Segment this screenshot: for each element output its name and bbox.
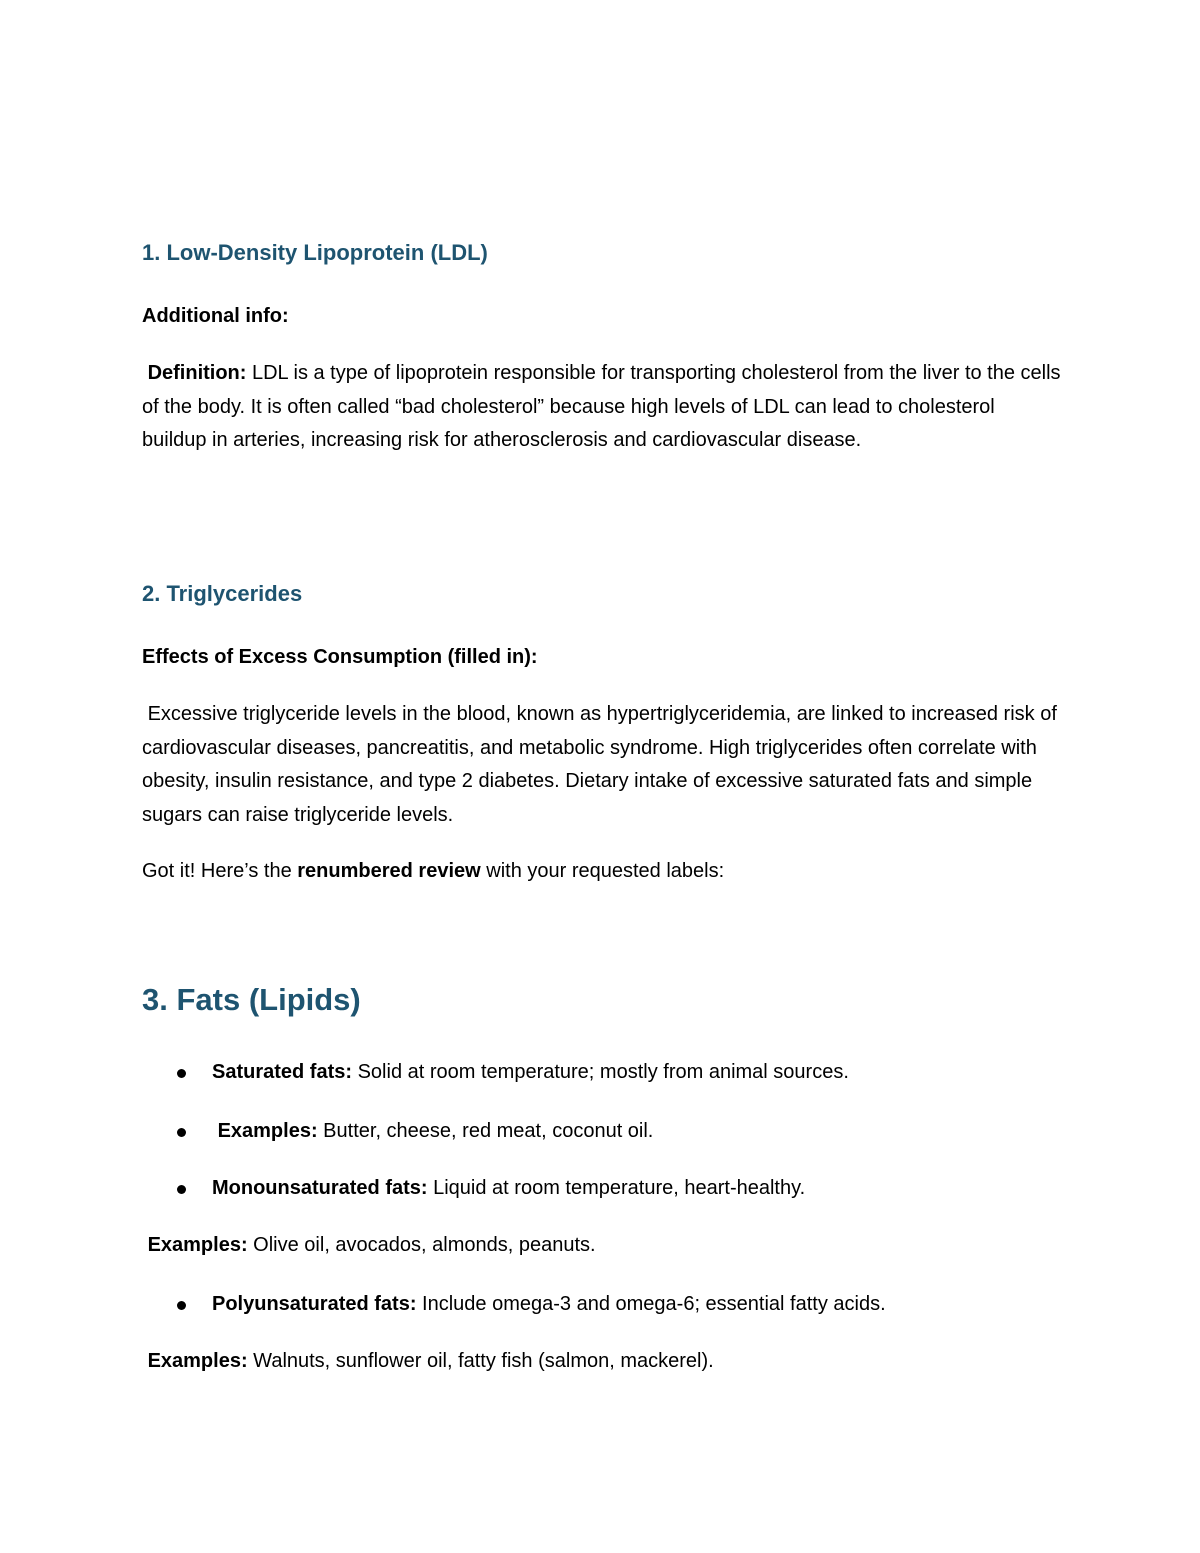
item-text: Walnuts, sunflower oil, fatty fish (salmon, mackerel). <box>247 1350 714 1372</box>
item-text: Include omega-3 and omega-6; essential fatty acids. <box>416 1293 886 1315</box>
item-text: Olive oil, avocados, almonds, peanuts. <box>247 1234 596 1256</box>
review-note-start: Got it! Here’s the <box>142 860 298 882</box>
definition-label: Definition: <box>147 362 247 384</box>
item-label: Examples: <box>147 1234 248 1256</box>
item-label: Monounsaturated fats: <box>212 1177 428 1199</box>
polyunsaturated-examples <box>142 1350 714 1373</box>
triglycerides-paragraph <box>142 698 1062 832</box>
review-note <box>142 860 724 883</box>
bullet-icon <box>177 1069 186 1078</box>
review-note-end: with your requested labels: <box>480 860 725 882</box>
bullet-icon <box>177 1185 186 1194</box>
bullet-icon <box>177 1128 186 1137</box>
item-label: Examples: <box>217 1120 318 1142</box>
list-item-saturated-examples <box>212 1120 653 1143</box>
list-item-saturated <box>212 1061 849 1084</box>
item-label: Polyunsaturated fats: <box>212 1293 417 1315</box>
review-note-bold: renumbered review <box>297 860 481 882</box>
monounsaturated-examples <box>142 1234 596 1257</box>
list-item-polyunsaturated <box>212 1293 886 1316</box>
section-heading-fats: 3. Fats (Lipids) <box>142 982 361 1017</box>
item-label: Examples: <box>147 1350 248 1372</box>
triglycerides-text: Excessive triglyceride levels in the blood, known as hypertriglyceridemia, are linked to increased risk of cardiovascular diseases, pancreatitis, and metabolic syndrome. High triglycerides often correlate with obesity, insulin resistance, and type 2 diabetes. Dietary intake of excessive saturated fats and simple sugars can raise triglyceride levels. <box>142 703 1057 826</box>
ldl-definition-paragraph <box>142 357 1062 458</box>
list-item-monounsaturated <box>212 1177 805 1200</box>
section-heading-triglycerides: 2. Triglycerides <box>142 581 303 606</box>
item-text: Butter, cheese, red meat, coconut oil. <box>317 1120 654 1142</box>
definition-text: LDL is a type of lipoprotein responsible for transporting cholesterol from the liver to the cells of the body. It is often called “bad cholesterol” because high levels of LDL can lead to cholesterol buildup in arteries, increasing risk for atherosclerosis and cardiovascular disease. <box>142 362 1061 451</box>
additional-info-label: Additional info: <box>142 305 289 327</box>
bullet-icon <box>177 1301 186 1310</box>
item-text: Solid at room temperature; mostly from animal sources. <box>352 1061 849 1083</box>
item-label: Saturated fats: <box>212 1061 353 1083</box>
item-text: Liquid at room temperature, heart-healthy. <box>427 1177 806 1199</box>
section-heading-ldl: 1. Low-Density Lipoprotein (LDL) <box>142 240 488 265</box>
excess-consumption-label: Effects of Excess Consumption (filled in): <box>142 646 538 668</box>
